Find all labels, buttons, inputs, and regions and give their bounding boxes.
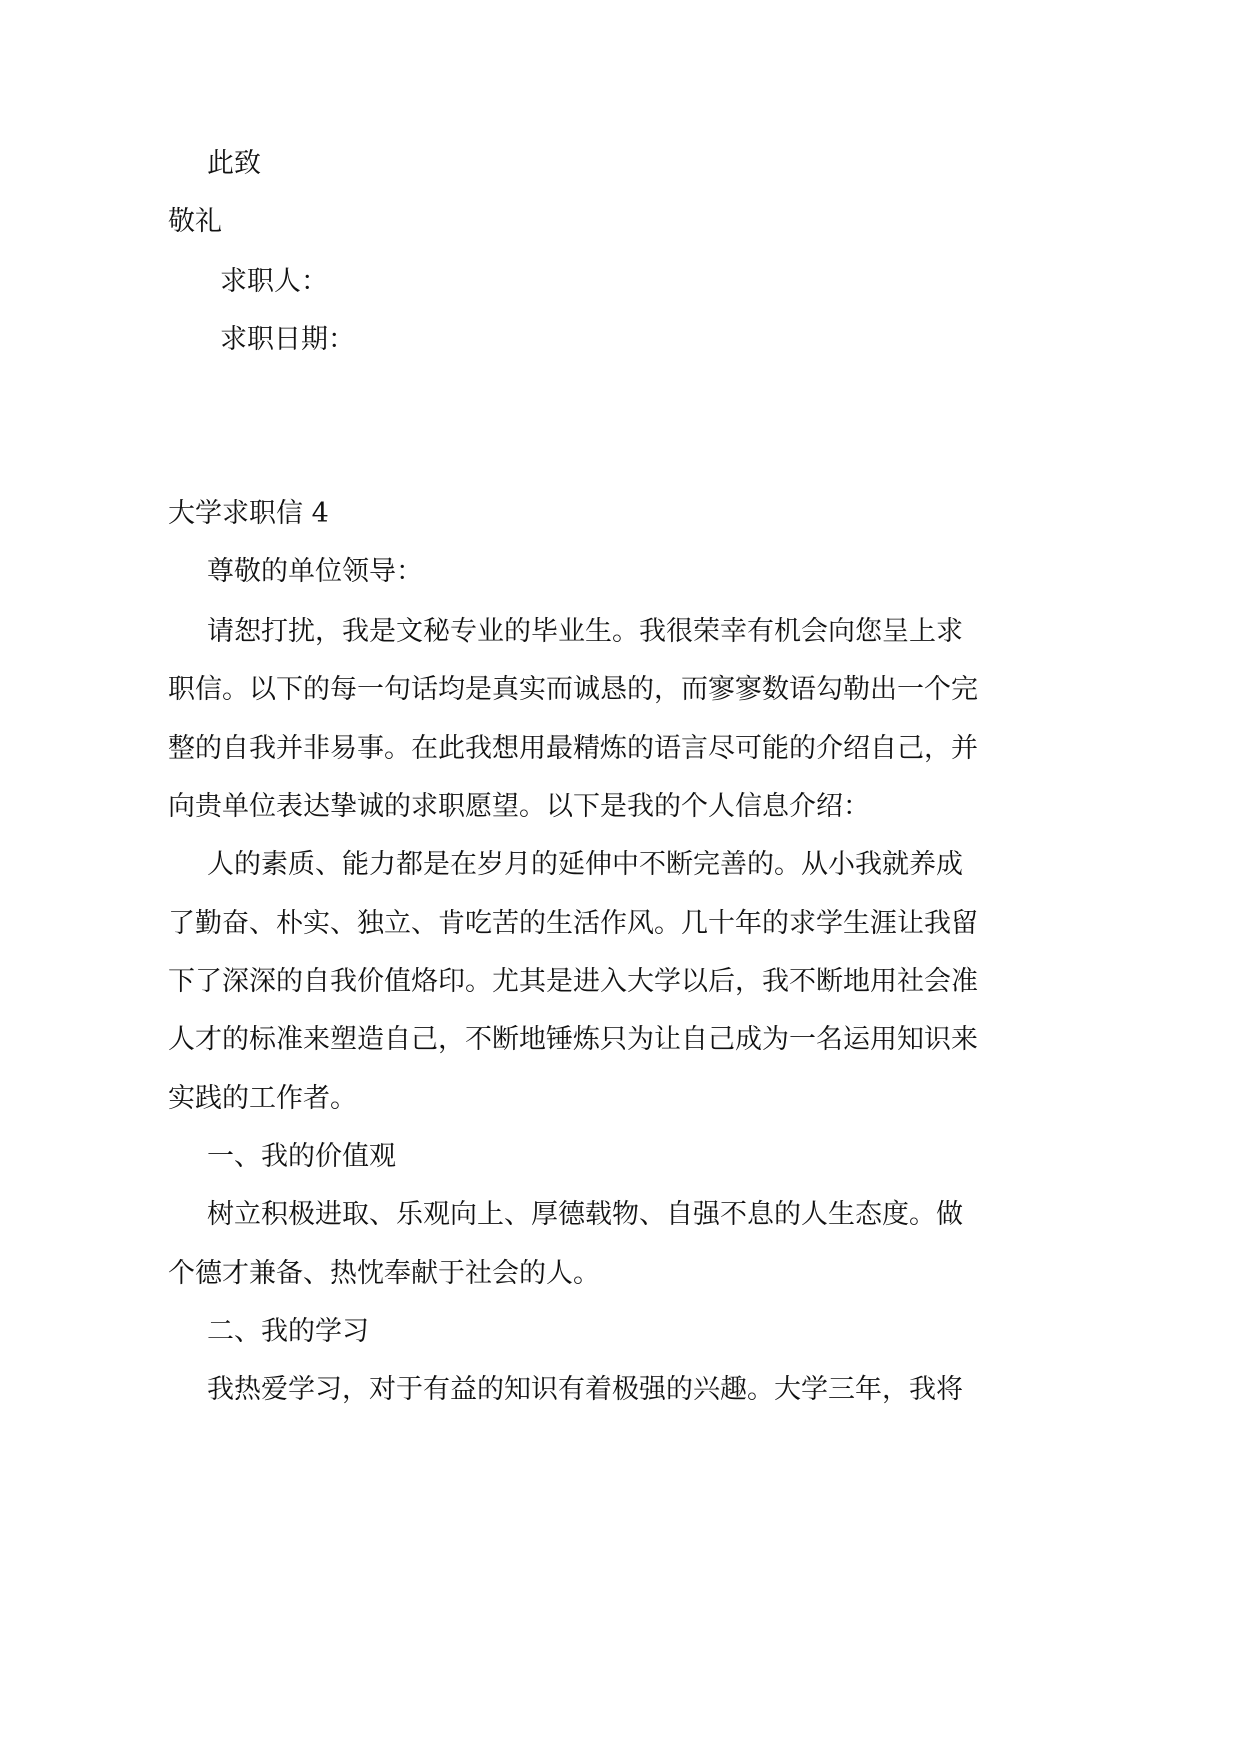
- closing-greeting: 此致: [207, 148, 261, 179]
- paragraph-line: 下了深深的自我价值烙印。尤其是进入大学以后，我不断地用社会准: [168, 966, 978, 997]
- paragraph-line: 整的自我并非易事。在此我想用最精炼的语言尽可能的介绍自己，并: [168, 733, 978, 764]
- paragraph-line: 我热爱学习，对于有益的知识有着极强的兴趣。大学三年，我将: [207, 1374, 963, 1405]
- paragraph-line: 人的素质、能力都是在岁月的延伸中不断完善的。从小我就养成: [207, 849, 963, 880]
- date-label: 求职日期：: [220, 324, 355, 355]
- applicant-label: 求职人：: [220, 266, 328, 297]
- paragraph-line: 职信。以下的每一句话均是真实而诚恳的，而寥寥数语勾勒出一个完: [168, 674, 978, 705]
- paragraph-line: 了勤奋、朴实、独立、肯吃苦的生活作风。几十年的求学生涯让我留: [168, 908, 978, 939]
- section-heading-values: 一、我的价值观: [207, 1141, 396, 1172]
- paragraph-line: 个德才兼备、热忱奉献于社会的人。: [168, 1258, 600, 1289]
- paragraph-line: 请恕打扰，我是文秘专业的毕业生。我很荣幸有机会向您呈上求: [207, 616, 963, 647]
- paragraph-line: 树立积极进取、乐观向上、厚德载物、自强不息的人生态度。做: [207, 1199, 963, 1230]
- paragraph-line: 人才的标准来塑造自己，不断地锤炼只为让自己成为一名运用知识来: [168, 1024, 978, 1055]
- section-heading-study: 二、我的学习: [207, 1316, 369, 1347]
- paragraph-line: 实践的工作者。: [168, 1083, 357, 1114]
- paragraph-line: 向贵单位表达挚诚的求职愿望。以下是我的个人信息介绍：: [168, 791, 870, 822]
- closing-salute: 敬礼: [168, 206, 222, 237]
- letter-salutation: 尊敬的单位领导：: [207, 556, 423, 587]
- letter-title: 大学求职信 4: [168, 498, 329, 529]
